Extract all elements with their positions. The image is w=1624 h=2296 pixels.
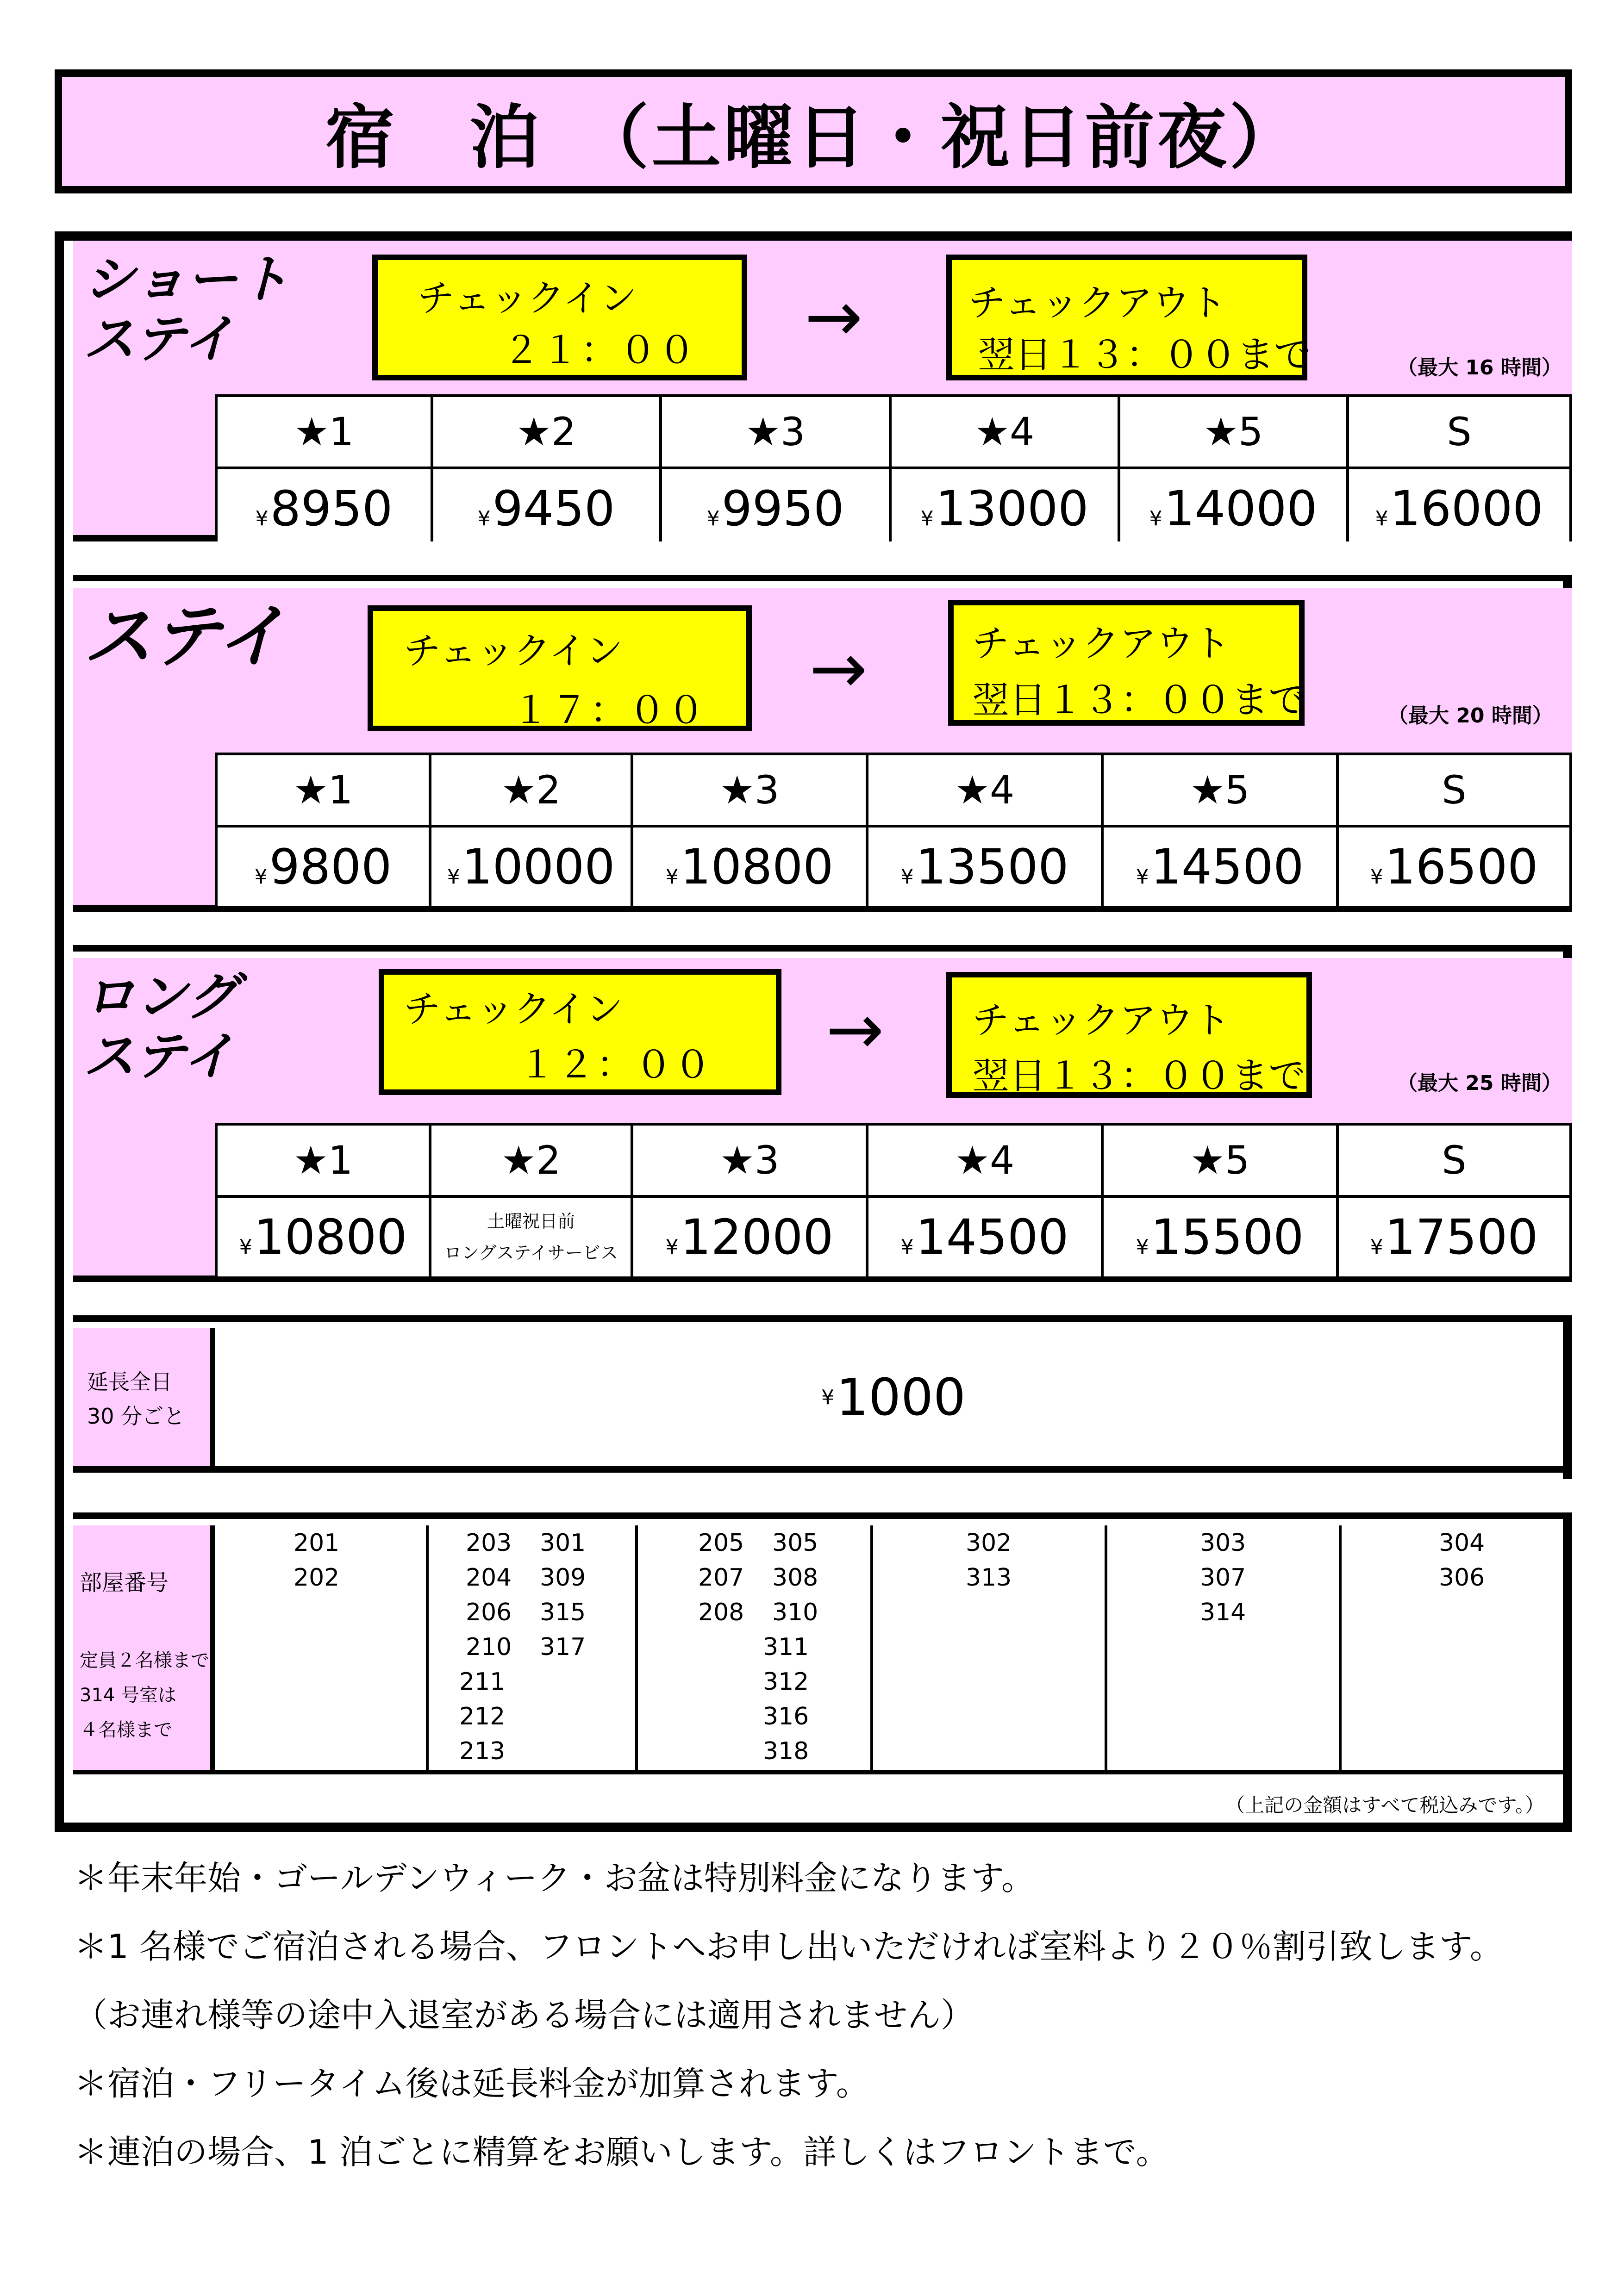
service-note-cell: 土曜祝日前 ロングステイサービス [430,1196,632,1278]
footnote: ＊宿泊・フリータイム後は延長料金が加算されます。 [74,2064,869,2103]
price-cell: ¥13500 [867,826,1102,908]
grade-cell: ★4 [867,754,1102,826]
grade-cell: ★1 [216,1124,430,1196]
rate-table-frame [55,231,1572,1832]
room-column: 205 207 208 305 308 310 311 312 316 318 [638,1525,873,1770]
checkin-label: チェックイン [418,277,637,320]
spacer-row [73,1282,1572,1322]
price-cell: ¥16000 [1348,468,1571,549]
grade-cell: ★2 [430,754,632,826]
max-hours-note: （最大 25 時間） [1397,1071,1562,1095]
grade-cell: S [1337,754,1571,826]
grade-cell: ★4 [890,396,1119,468]
grade-cell: ★5 [1102,1124,1337,1196]
rates-table [215,1123,1572,1279]
checkin-time: １７：００ [512,689,706,732]
section-short-stay [73,241,1572,541]
room-column: 302 313 [873,1525,1107,1770]
arrow-icon: → [805,277,863,357]
section-title: ロング ステイ [83,967,238,1087]
room-numbers-row [73,1525,1572,1774]
extension-price: ¥ 1000 [821,1368,966,1427]
checkout-box [948,600,1305,726]
price-cell: ¥8950 [216,468,432,549]
checkout-label: チェックアウト [968,281,1227,324]
price-cell: ¥13000 [890,468,1119,549]
price-cell: ¥9800 [216,826,430,908]
room-column: 304 306 [1439,1529,1485,1592]
grade-cell: ★5 [1119,396,1348,468]
tax-included-note: （上記の金額はすべて税込みです。） [1225,1794,1544,1817]
spacer-row [73,1479,1572,1519]
grade-cell: ★3 [632,1124,867,1196]
arrow-icon: → [809,628,868,709]
section-long-stay [73,958,1572,1282]
page-title-box [55,69,1572,193]
price-cell: ¥14500 [867,1196,1102,1278]
price-cell: ¥10800 [632,826,867,908]
grade-cell: S [1337,1124,1571,1196]
footnote: ＊連泊の場合、1 泊ごとに精算をお願いします。詳しくはフロントまで。 [74,2133,1169,2172]
spacer-row [73,541,1572,581]
footnote: ＊1 名様でご宿泊される場合、フロントへお申し出いただければ室料より２０％割引致します。 [74,1927,1503,1966]
checkout-time: 翌日１３：００まで [972,678,1305,722]
grade-cell: ★4 [867,1124,1102,1196]
room-numbers-label: 部屋番号 定員２名様まで 314 号室は ４名様まで [73,1525,215,1770]
checkout-time: 翌日１３：００まで [978,333,1311,376]
checkin-box [368,605,752,731]
checkout-time: 翌日１３：００まで [972,1054,1305,1097]
checkout-box [946,255,1311,380]
max-hours-note: （最大 16 時間） [1397,356,1562,380]
checkout-label: チェックアウト [972,999,1230,1042]
spacer-row [73,912,1572,952]
room-column: 201 202 [215,1525,429,1770]
price-cell: ¥15500 [1102,1196,1337,1278]
price-cell: ¥12000 [632,1196,867,1278]
price-cell: ¥9950 [661,468,890,549]
section-title: ステイ [83,597,286,677]
grade-cell: ★1 [216,396,432,468]
price-cell: ¥10800 [216,1196,430,1278]
price-cell: ¥9450 [432,468,661,549]
checkin-box [379,969,781,1095]
grade-cell: ★5 [1102,754,1337,826]
section-stay [73,588,1572,912]
checkin-label: チェックイン [404,988,623,1031]
grade-cell: ★2 [430,1124,632,1196]
checkin-box [372,255,747,380]
room-column: 203 204 206 210 211 212 213 301 309 315 317 [429,1525,638,1770]
price-cell: ¥14500 [1102,826,1337,908]
price-cell: ¥10000 [430,826,632,908]
grade-cell: ★1 [216,754,430,826]
rates-table [215,753,1572,909]
checkout-box [946,972,1312,1098]
extension-label: 延長全日 30 分ごと [73,1328,215,1466]
price-cell: ¥16500 [1337,826,1571,908]
footnote: ＊年末年始・ゴールデンウィーク・お盆は特別料金になります。 [74,1859,1035,1898]
checkin-time: ２１：００ [503,329,697,372]
price-cell: ¥14000 [1119,468,1348,549]
footnote: （お連れ様等の途中入退室がある場合には適用されません） [74,1996,974,2035]
rates-table [215,394,1572,551]
page-title: 宿 泊 （土曜日・祝日前夜） [325,98,1302,178]
grade-cell: ★3 [632,754,867,826]
checkout-label: チェックアウト [972,622,1230,665]
checkin-time: １２：００ [518,1043,713,1086]
max-hours-note: （最大 20 時間） [1388,704,1553,728]
room-column: 303 307 314 [1107,1525,1342,1770]
grade-cell: ★3 [661,396,890,468]
checkin-label: チェックイン [404,629,623,672]
price-cell: ¥17500 [1337,1196,1571,1278]
grade-cell: ★2 [432,396,661,468]
extension-row [73,1328,1572,1473]
arrow-icon: → [826,989,884,1070]
section-title: ショート ステイ [83,249,290,369]
grade-cell: S [1348,396,1571,468]
